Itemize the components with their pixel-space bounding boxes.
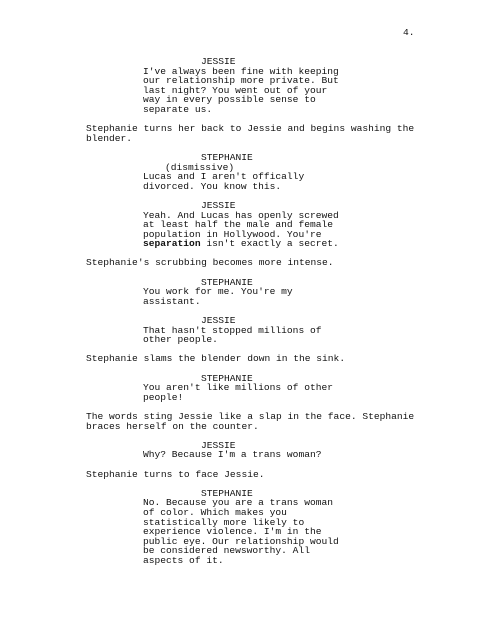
action-line [86, 258, 416, 268]
dialogue-text: aspects of it. [143, 554, 224, 566]
dialogue-text: You work for me. You're my [143, 286, 293, 298]
dialogue-text: public eye. Our relationship would [143, 535, 339, 547]
dialogue-text: No. Because you are a trans woman [143, 497, 333, 509]
action-text: Stephanie turns to face Jessie. [86, 468, 265, 480]
dialogue-text: Why? Because I'm a trans woman? [143, 449, 322, 461]
dialogue-block [86, 489, 416, 566]
action-line [86, 354, 416, 364]
action-text: Stephanie's scrubbing becomes more intense. [86, 257, 334, 269]
character-name: STEPHANIE [201, 487, 253, 499]
character-name: JESSIE [201, 199, 236, 211]
dialogue-text: our relationship more private. But [143, 75, 339, 87]
action-text: Stephanie turns her back to Jessie and begins washing the [86, 123, 415, 135]
dialogue-block [86, 153, 416, 191]
character-name: STEPHANIE [201, 372, 253, 384]
dialogue-block [86, 278, 416, 307]
dialogue-block [86, 441, 416, 460]
character-name: JESSIE [201, 56, 236, 67]
dialogue-text: last night? You went out of your [143, 84, 328, 96]
script-body [86, 57, 416, 575]
dialogue-block [86, 316, 416, 345]
dialogue-text: separate us. [143, 103, 213, 115]
dialogue-block [86, 201, 416, 249]
dialogue-text: You aren't like millions of other [143, 382, 333, 394]
dialogue-text: divorced. You know this. [143, 180, 282, 192]
action-line [86, 124, 416, 143]
dialogue-text: population in Hollywood. You're [143, 228, 322, 240]
character-name: JESSIE [201, 439, 236, 451]
parenthetical: (dismissive) [165, 161, 235, 173]
dialogue-text: That hasn't stopped millions of [143, 324, 322, 336]
action-line [86, 412, 416, 431]
dialogue-text: Yeah. And Lucas has openly screwed [143, 209, 339, 221]
action-text: blender. [86, 132, 133, 144]
dialogue-text: statistically more likely to [143, 516, 305, 528]
dialogue-block [86, 374, 416, 403]
character-name: STEPHANIE [201, 276, 253, 288]
page-number: 4. [403, 27, 415, 38]
dialogue-text: assistant. [143, 295, 201, 307]
action-line [86, 470, 416, 480]
dialogue-text: at least half the male and female [143, 219, 333, 231]
action-text: The words sting Jessie like a slap in the face. Stephanie [86, 410, 415, 422]
action-text: braces herself on the counter. [86, 420, 259, 432]
dialogue-text: people! [143, 391, 184, 403]
dialogue-block [86, 57, 416, 115]
character-name: JESSIE [201, 315, 236, 327]
emphasis-text: separation [143, 238, 201, 250]
dialogue-text: be considered newsworthy. All [143, 545, 310, 557]
dialogue-text: other people. [143, 334, 218, 346]
dialogue-text: way in every possible sense to [143, 94, 316, 106]
dialogue-text: I've always been fine with keeping [143, 65, 339, 77]
dialogue-text: separation isn't exactly a secret. [143, 238, 339, 250]
dialogue-text: experience violence. I'm in the [143, 526, 322, 538]
action-text: Stephanie slams the blender down in the sink. [86, 353, 346, 365]
character-name: STEPHANIE [201, 151, 253, 163]
dialogue-text: Lucas and I aren't offically [143, 171, 305, 183]
dialogue-text: of color. Which makes you [143, 506, 287, 518]
